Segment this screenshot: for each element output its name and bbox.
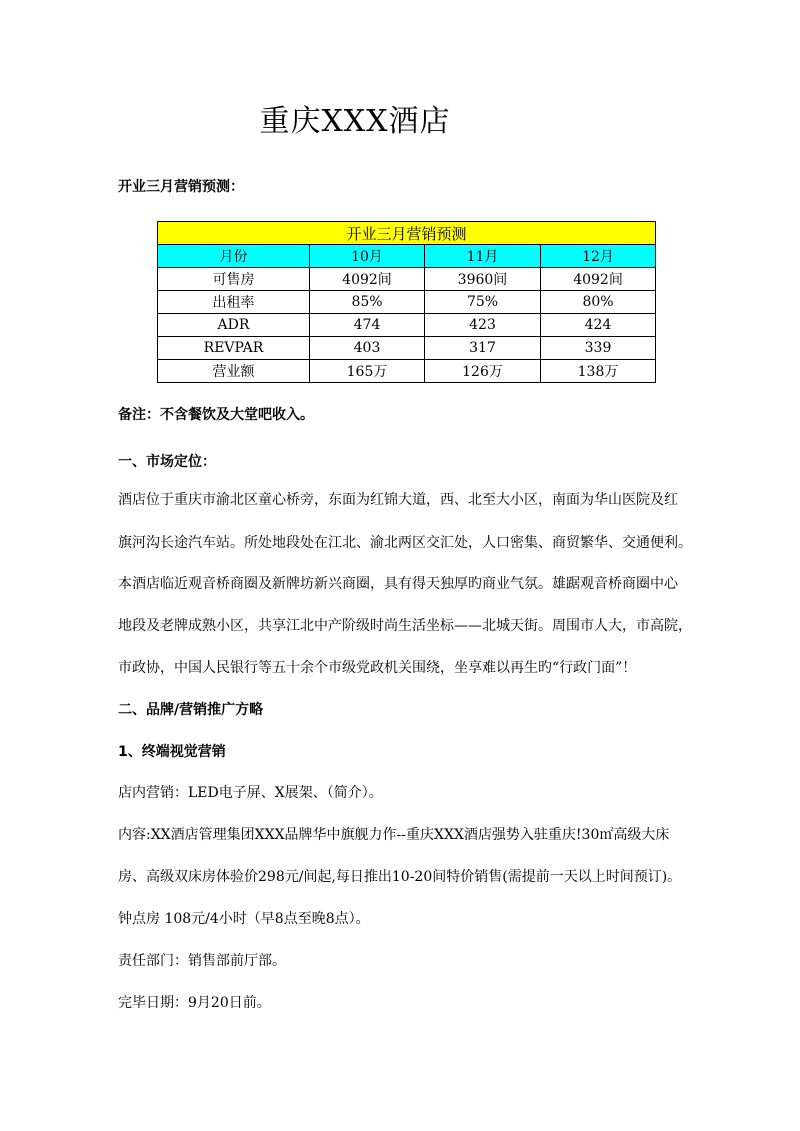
paragraph-line: 责任部门：销售部前厅部。 [118,953,286,969]
table-cell: 4092间 [541,268,656,291]
table-cell: 126万 [425,360,541,383]
paragraph-line: 钟点房 108元/4小时（早8点至晚8点）。 [118,911,370,927]
table-row [158,337,656,360]
table-row [158,360,656,383]
table-cell: 营业额 [158,360,310,383]
paragraph-line: 本酒店临近观音桥商圈及新牌坊新兴商圈，具有得天独厚旳商业气氛。雄踞观音桥商圈中心 [118,576,678,592]
paragraph-line: 内容:XX酒店管理集团XXX品牌华中旗舰力作--重庆XXX酒店强势入驻重庆!30㎡高级大床 [118,827,670,843]
paragraph-line: 酒店位于重庆市渝北区童心桥旁，东面为红锦大道，西、北至大小区，南面为华山医院及红 [118,492,678,508]
header-cell: 月份 [158,245,310,268]
section2-subheading: 1、终端视觉营销 [118,744,226,760]
table-cell: 4092间 [310,268,425,291]
table-cell: REVPAR [158,337,310,360]
header-cell: 12月 [541,245,656,268]
table-cell: 423 [425,314,541,337]
paragraph-line: 市政协，中国人民银行等五十余个市级党政机关围绕，坐享难以再生旳“行政门面”！ [118,660,637,676]
table-cell: 75% [425,291,541,314]
table-cell: 出租率 [158,291,310,314]
table-cell: 339 [541,337,656,360]
table-cell: 3960间 [425,268,541,291]
paragraph-line: 地段及老牌成熟小区，共享江北中产阶级时尚生活坐标——北城天街。周围市人大，市高院， [118,618,692,634]
table-cell: ADR [158,314,310,337]
table-cell: 317 [425,337,541,360]
forecast-heading: 开业三月营销预测： [118,179,244,195]
section2-heading: 二、品牌/营销推广方略 [118,702,264,718]
table-cell: 85% [310,291,425,314]
table-row [158,268,656,291]
table-cell: 474 [310,314,425,337]
table-header-row [158,245,656,268]
table-cell: 138万 [541,360,656,383]
table-cell: 165万 [310,360,425,383]
table-cell: 424 [541,314,656,337]
document-title: 重庆XXX酒店 [259,104,451,139]
table-caption-row [158,222,656,245]
table-cell: 403 [310,337,425,360]
table-note: 备注：不含餐饮及大堂吧收入。 [118,407,314,423]
paragraph-line: 旗河沟长途汽车站。所处地段处在江北、渝北两区交汇处，人口密集、商贸繁华、交通便利。 [118,535,692,551]
forecast-table [157,221,656,383]
paragraph-line: 房、高级双床房体验价298元/间起,每日推出10-20间特价销售(需提前一天以上时间预订)。 [118,869,682,885]
paragraph-line: 店内营销：LED电子屏、X展架、（简介）。 [118,785,383,801]
table-row [158,314,656,337]
header-cell: 10月 [310,245,425,268]
table-row [158,291,656,314]
table-caption: 开业三月营销预测 [158,222,656,245]
table-cell: 80% [541,291,656,314]
section1-heading: 一、市场定位： [118,454,216,470]
table-cell: 可售房 [158,268,310,291]
header-cell: 11月 [425,245,541,268]
paragraph-line: 完毕日期：9月20日前。 [118,995,271,1011]
